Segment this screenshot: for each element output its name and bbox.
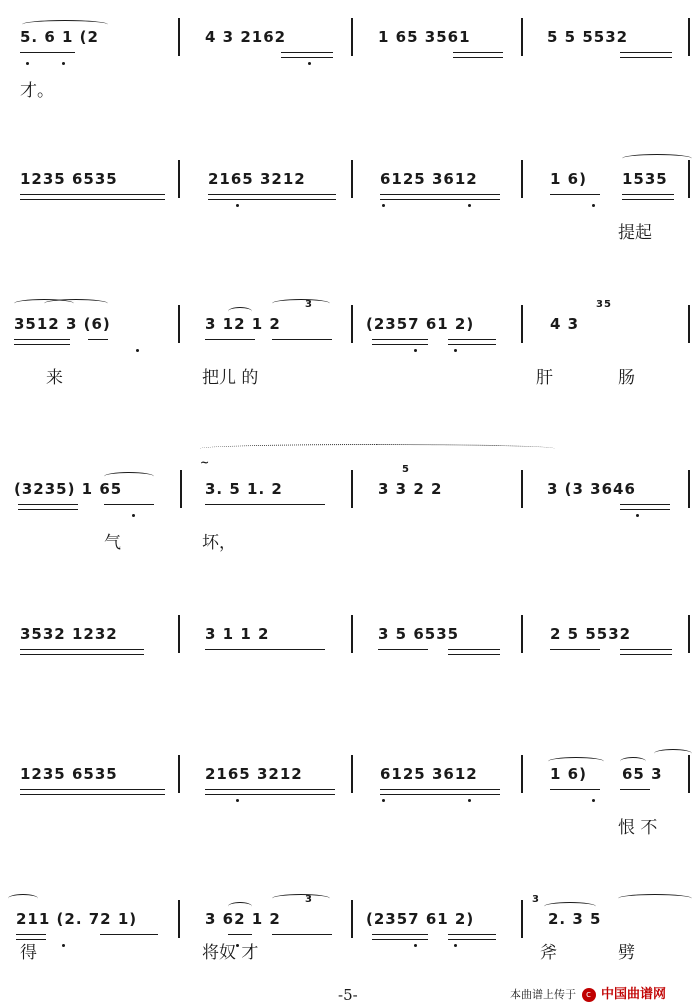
underline [14,339,70,345]
lyric: 恨 不 [618,818,658,838]
slur [8,894,38,903]
underline [272,339,332,340]
grace-note: 3 [305,894,313,905]
octave-dot [414,944,417,947]
barline [178,18,180,56]
measure: 3. 5 1. 2 [205,480,283,498]
measure: 6125 3612 [380,765,478,783]
measure: 2165 3212 [205,765,303,783]
tie [200,444,555,453]
octave-dot [236,799,239,802]
measure: 1235 6535 [20,765,118,783]
underline [620,789,650,790]
underline [372,934,428,940]
barline [521,755,523,793]
lyric: 斧 [540,943,557,963]
underline [448,339,496,345]
site-footer [510,983,666,1002]
page-number: -5- [338,986,358,1004]
underline [20,52,75,53]
barline [688,755,690,793]
measure: 2165 3212 [208,170,306,188]
barline [178,900,180,938]
slur [620,757,646,766]
underline [20,649,144,655]
measure: (2357 61 2) [366,315,475,333]
measure: 6125 3612 [380,170,478,188]
measure: 5 5 5532 [547,28,629,46]
octave-dot [636,514,639,517]
slur [272,894,330,903]
footer-text: 本曲谱上传于 [510,988,576,1001]
measure: 4 3 [550,315,580,333]
barline [351,615,353,653]
grace-note: 3 [532,894,540,905]
underline [380,194,500,200]
slur [622,154,692,163]
slur [104,472,154,481]
barline [351,160,353,198]
underline [205,649,325,650]
underline [372,339,428,345]
measure: 3 62 1 2 [205,910,281,928]
underline [620,649,672,655]
octave-dot [382,204,385,207]
underline [100,934,158,935]
barline [178,160,180,198]
measure: 3532 1232 [20,625,118,643]
underline [20,194,165,200]
barline [521,18,523,56]
underline [448,649,500,655]
underline [550,789,600,790]
underline [622,194,674,200]
grace-note: 5 [402,464,410,475]
measure: (2357 61 2) [366,910,475,928]
lyric: 把儿 的 [202,368,259,388]
lyric: 得 [20,943,37,963]
measure: 3 12 1 2 [205,315,281,333]
underline [620,504,670,510]
measure: 4 3 2162 [205,28,287,46]
barline [178,755,180,793]
trill-mark: ~ [200,456,211,469]
barline [688,470,690,508]
measure: 1 6) [550,765,587,783]
barline [521,305,523,343]
barline [351,470,353,508]
barline [688,18,690,56]
underline [18,504,78,510]
measure: 1235 6535 [20,170,118,188]
slur [272,299,330,308]
underline [620,52,672,58]
octave-dot [468,204,471,207]
grace-note: 35 [596,299,612,310]
site-brand[interactable]: 中国曲谱网 [601,987,667,1002]
barline [521,470,523,508]
octave-dot [26,62,29,65]
slur [618,894,692,903]
barline [351,755,353,793]
lyric: 气 [104,533,121,553]
octave-dot [468,799,471,802]
measure: 211 (2. 72 1) [16,910,138,928]
octave-dot [454,349,457,352]
slur [228,902,252,911]
underline [88,339,108,340]
barline [521,615,523,653]
octave-dot [62,62,65,65]
underline [378,649,428,650]
barline [178,305,180,343]
slur [544,902,596,911]
barline [688,615,690,653]
barline [351,18,353,56]
octave-dot [414,349,417,352]
slur [654,749,692,758]
octave-dot [236,204,239,207]
octave-dot [592,799,595,802]
barline [688,160,690,198]
lyric: 才。 [20,81,54,101]
underline [453,52,503,58]
underline [104,504,154,505]
measure: (3235) 1 65 [14,480,123,498]
barline [521,900,523,938]
lyric: 劈 [618,943,635,963]
underline [208,194,336,200]
octave-dot [308,62,311,65]
lyric: 肝 [536,368,553,388]
measure: 3 (3 3646 [547,480,636,498]
octave-dot [592,204,595,207]
lyric: 肠 [618,368,635,388]
slur [22,20,108,29]
barline [178,615,180,653]
underline [20,789,165,795]
measure: 1535 [622,170,668,188]
underline [228,934,252,935]
measure: 2. 3 5 [548,910,602,928]
grace-note: 3 [305,299,313,310]
slur [228,307,252,316]
underline [205,339,255,340]
underline [272,934,332,935]
barline [180,470,182,508]
octave-dot [62,944,65,947]
lyric: 提起 [618,223,652,243]
measure: 3 3 2 2 [378,480,443,498]
octave-dot [382,799,385,802]
measure: 1 6) [550,170,587,188]
lyric: 来 [46,368,63,388]
underline [550,649,600,650]
measure: 3 1 1 2 [205,625,270,643]
measure: 65 3 [622,765,663,783]
underline [550,194,600,195]
barline [521,160,523,198]
measure: 3512 3 (6) [14,315,111,333]
barline [351,305,353,343]
octave-dot [136,349,139,352]
underline [380,789,500,795]
site-logo-icon: c [582,988,596,1002]
measure: 5. 6 1 (2 [20,28,99,46]
measure: 3 5 6535 [378,625,460,643]
underline [205,789,335,795]
lyric: 将奴 才 [202,943,259,963]
measure: 1 65 3561 [378,28,471,46]
lyric: 坏， [202,533,236,553]
underline [205,504,325,505]
slur [548,757,604,766]
octave-dot [132,514,135,517]
underline [448,934,496,940]
slur [44,299,108,308]
barline [351,900,353,938]
octave-dot [454,944,457,947]
underline [281,52,333,58]
measure: 2 5 5532 [550,625,632,643]
barline [688,305,690,343]
